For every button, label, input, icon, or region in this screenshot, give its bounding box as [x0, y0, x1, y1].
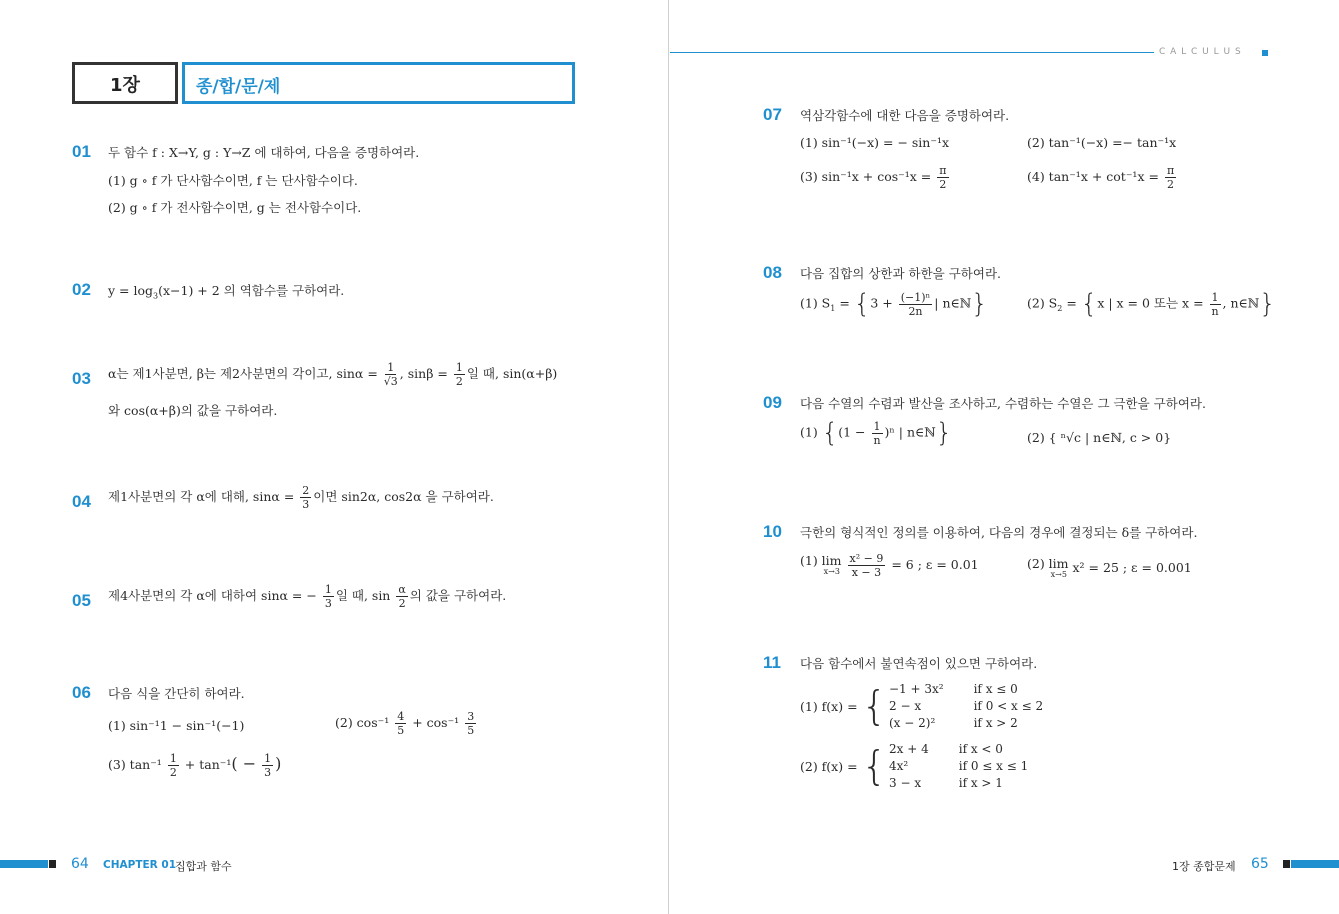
- problem-10-sub-1: [800, 553, 979, 578]
- problem-06-sub-2: [335, 711, 478, 736]
- problem-04-t1: 제1사분면의 각 α에 대해, sinα =: [108, 489, 295, 504]
- problem-02-post: (x−1) + 2 의 역함수를 구하여라.: [158, 283, 345, 298]
- piece-expr: −1 + 3x²: [889, 682, 944, 696]
- problem-number-06: 06: [72, 683, 91, 702]
- problem-07-sub-2: (2) tan⁻¹(−x) =− tan⁻¹x: [1027, 135, 1177, 150]
- chapter-title-box: [72, 62, 575, 104]
- piece-expr: 2x + 4: [889, 742, 929, 756]
- piece-expr: 2 − x: [889, 699, 922, 713]
- frac-denominator: 5: [467, 724, 475, 737]
- footer-left-title: 집합과 함수: [175, 860, 232, 873]
- problem-10-s1-post: = 6 ; ε = 0.01: [887, 557, 979, 572]
- piece-cond: if x ≤ 0: [973, 682, 1018, 696]
- frac-numerator: 2: [302, 484, 310, 497]
- problem-03-t1: α는 제1사분면, β는 제2사분면의 각이고, sinα =: [108, 366, 378, 381]
- problem-08-s1-sub: 1: [830, 304, 836, 313]
- chapter-label: 1장: [110, 75, 140, 96]
- problem-08-s2-frac: [1210, 292, 1221, 317]
- problem-08-text: 다음 집합의 상한과 하한을 구하여라.: [800, 266, 1001, 281]
- problem-07-text: 역삼각함수에 대한 다음을 증명하여라.: [800, 108, 1010, 123]
- frac-denominator: x − 3: [851, 566, 882, 579]
- problem-05-t2: 일 때, sin: [335, 588, 391, 603]
- footer-left-bar: [0, 860, 48, 868]
- problem-07-sub-4: [1027, 165, 1178, 190]
- footer-left-page-number: 64: [71, 856, 89, 872]
- problem-05-text: [108, 584, 506, 609]
- piece-expr: (x − 2)²: [889, 716, 936, 730]
- problem-11-text: 다음 함수에서 불연속점이 있으면 구하여라.: [800, 656, 1038, 671]
- problem-07-sub-1: (1) sin⁻¹(−x) = − sin⁻¹x: [800, 135, 950, 150]
- problem-08-s2-sub: 2: [1057, 304, 1063, 313]
- frac-denominator: √3: [383, 375, 398, 388]
- problem-06-text: 다음 식을 간단히 하여라.: [108, 686, 245, 701]
- problem-08-s2-b: , n∈ℕ: [1222, 295, 1260, 311]
- problem-number-07: 07: [763, 105, 782, 124]
- footer-right-bar: [1291, 860, 1339, 868]
- right-brace-icon: }: [971, 289, 988, 319]
- header-rule: [670, 52, 1154, 53]
- problem-08-s1-frac: [899, 292, 933, 317]
- piece-expr: 3 − x: [889, 776, 922, 790]
- problem-06-s3-lparen: ( −: [231, 754, 257, 773]
- problem-10-s2-pre: (2) lim: [1027, 556, 1069, 571]
- problem-10-s2-under: x→5: [1050, 569, 1067, 579]
- chapter-title: 종/합/문/제: [196, 77, 281, 97]
- problem-09-s1-pre: (1): [800, 424, 818, 440]
- problem-number-04: 04: [72, 492, 91, 511]
- problem-08-s2-eq: =: [1062, 295, 1081, 311]
- footer-left-square: [49, 860, 56, 868]
- problem-03-frac-1: [384, 362, 398, 387]
- frac-denominator: 2n: [908, 304, 923, 318]
- frac-denominator: 2: [398, 597, 406, 610]
- left-brace-icon: {: [853, 289, 871, 319]
- problem-07-sub-3: [800, 165, 951, 190]
- problem-09-s1-a: (1 −: [838, 424, 866, 440]
- frac-numerator: x² − 9: [849, 552, 884, 565]
- problem-08-s1-b: | n∈ℕ: [934, 295, 972, 311]
- frac-numerator: 1: [324, 583, 332, 596]
- piecewise-row: [889, 759, 1056, 774]
- problem-01-text: 두 함수 f : X→Y, g : Y→Z 에 대하여, 다음을 증명하여라.: [108, 145, 420, 160]
- frac-numerator: 1: [455, 361, 463, 374]
- problem-number-05: 05: [72, 591, 91, 610]
- problem-04-t2: 이면 sin2α, cos2α 을 구하여라.: [313, 489, 494, 504]
- problem-06-s3-frac-1: [168, 753, 179, 778]
- frac-denominator: 5: [397, 724, 405, 737]
- frac-numerator: 1: [169, 752, 177, 765]
- piecewise-row: [889, 682, 1071, 697]
- right-brace-icon: }: [1259, 289, 1276, 319]
- problem-07-s4-frac: [1165, 165, 1176, 190]
- left-brace-icon: {: [861, 743, 887, 790]
- piecewise-row: [889, 776, 1056, 791]
- problem-10-s1-frac: [848, 553, 886, 578]
- problem-06-s3-rparen: ): [275, 754, 282, 773]
- problem-10-text: 극한의 형식적인 정의를 이용하여, 다음의 경우에 결정되는 δ를 구하여라.: [800, 525, 1198, 540]
- problem-number-11: 11: [763, 653, 781, 672]
- problem-05-t3: 의 값을 구하여라.: [409, 588, 507, 603]
- problem-number-08: 08: [763, 263, 782, 282]
- limit-block: [1027, 558, 1069, 579]
- frac-denominator: 3: [264, 766, 272, 779]
- problem-06-s3-mid: + tan⁻¹: [180, 757, 232, 772]
- problem-06-s2-mid: + cos⁻¹: [408, 715, 460, 730]
- frac-numerator: 1: [387, 361, 395, 374]
- problem-11-s1-pre: (1) f(x) =: [800, 699, 858, 714]
- problem-08-s1-eq: =: [835, 295, 854, 311]
- frac-numerator: 1: [873, 419, 881, 433]
- problem-10-sub-2: [1027, 558, 1192, 579]
- problem-number-09: 09: [763, 393, 782, 412]
- frac-denominator: n: [1211, 304, 1219, 318]
- problem-05-frac-2: [396, 584, 407, 609]
- frac-numerator: 4: [397, 710, 405, 723]
- left-brace-icon: {: [821, 418, 839, 448]
- footer-left-chapter: CHAPTER 01: [103, 859, 177, 871]
- frac-denominator: n: [873, 433, 881, 447]
- frac-numerator: (−1)ⁿ: [900, 290, 931, 304]
- frac-denominator: 3: [302, 498, 310, 511]
- frac-denominator: 2: [169, 766, 177, 779]
- problem-10-s1-under: x→3: [823, 566, 840, 576]
- piecewise-table-2: [887, 740, 1058, 793]
- problem-number-02: 02: [72, 280, 91, 299]
- problem-number-03: 03: [72, 369, 91, 388]
- left-brace-icon: {: [861, 683, 887, 730]
- piece-cond: if x < 0: [958, 742, 1003, 756]
- problem-01-sub-1: (1) g ∘ f 가 단사함수이면, f 는 단사함수이다.: [108, 173, 358, 188]
- problem-11-s2-pre: (2) f(x) =: [800, 759, 858, 774]
- problem-03-t2: , sinβ =: [399, 366, 448, 381]
- problem-05-frac-1: [323, 584, 334, 609]
- problem-02-pre: y = log: [108, 283, 154, 298]
- problem-08-s1-pre: (1) S: [800, 295, 831, 311]
- problem-09-s1-b: )ⁿ | n∈ℕ: [884, 424, 936, 440]
- problem-03-t3: 일 때, sin(α+β): [466, 366, 558, 381]
- problem-03-line-2: 와 cos(α+β)의 값을 구하여라.: [108, 403, 278, 418]
- frac-denominator: 3: [324, 597, 332, 610]
- frac-numerator: π: [1166, 164, 1175, 177]
- frac-numerator: 3: [467, 710, 475, 723]
- problem-06-sub-3: [108, 753, 281, 778]
- problem-number-01: 01: [72, 142, 91, 161]
- piecewise-row: [889, 716, 1071, 731]
- frac-numerator: α: [398, 583, 406, 596]
- problem-09-sub-1: [800, 420, 952, 446]
- problem-02-base: 3: [153, 291, 159, 301]
- problem-08-s1-a: 3 +: [870, 295, 893, 311]
- frac-numerator: 1: [264, 752, 272, 765]
- frac-denominator: 2: [455, 375, 463, 388]
- piecewise-row: [889, 742, 1056, 757]
- problem-07-s3-pre: (3) sin⁻¹x + cos⁻¹x =: [800, 169, 932, 184]
- problem-10-s2-post: x² = 25 ; ε = 0.001: [1068, 559, 1192, 575]
- problem-09-sub-2: (2) { ⁿ√c | n∈ℕ, c > 0}: [1027, 430, 1172, 445]
- problem-05-t1: 제4사분면의 각 α에 대하여 sinα = −: [108, 588, 317, 603]
- problem-08-s2-pre: (2) S: [1027, 295, 1058, 311]
- problem-11-sub-1: [800, 680, 1073, 733]
- problem-06-sub-1: (1) sin⁻¹1 − sin⁻¹(−1): [108, 718, 245, 733]
- header-calculus: C A L C U L U S: [1159, 47, 1242, 57]
- problem-08-sub-2: [1027, 291, 1276, 317]
- piece-cond: if x > 1: [958, 776, 1003, 790]
- problem-10-s1-pre: (1) lim: [800, 553, 842, 569]
- problem-06-s3-pre: (3) tan⁻¹: [108, 757, 162, 772]
- problem-06-s2-frac-1: [395, 711, 406, 736]
- problem-04-text: [108, 485, 494, 510]
- footer-right-page-number: 65: [1251, 856, 1269, 872]
- problem-06-s2-pre: (2) cos⁻¹: [335, 715, 390, 730]
- frac-numerator: 1: [1211, 290, 1219, 304]
- left-brace-icon: {: [1080, 289, 1098, 319]
- limit-block: [800, 555, 842, 576]
- problem-number-10: 10: [763, 522, 782, 541]
- piecewise-row: [889, 699, 1071, 714]
- frac-numerator: π: [939, 164, 947, 177]
- piece-cond: if 0 < x ≤ 2: [973, 699, 1044, 713]
- problem-09-s1-frac: [872, 421, 883, 446]
- problem-09-text: 다음 수열의 수렴과 발산을 조사하고, 수렴하는 수열은 그 극한을 구하여라.: [800, 396, 1206, 411]
- right-brace-icon: }: [935, 418, 953, 448]
- problem-08-sub-1: [800, 291, 988, 317]
- problem-02-text: [108, 281, 344, 301]
- problem-07-s4-pre: (4) tan⁻¹x + cot⁻¹x =: [1027, 169, 1159, 184]
- problem-11-sub-2: [800, 740, 1058, 793]
- piece-cond: if x > 2: [973, 716, 1018, 730]
- frac-denominator: 2: [939, 178, 947, 191]
- piecewise-table-1: [887, 680, 1073, 733]
- piece-cond: if 0 ≤ x ≤ 1: [958, 759, 1029, 773]
- footer-right-square: [1283, 860, 1290, 868]
- problem-07-s3-frac: [937, 165, 948, 190]
- frac-denominator: 2: [1167, 178, 1175, 191]
- problem-06-s3-frac-2: [262, 753, 273, 778]
- footer-right-title: 1장 종합문제: [1172, 860, 1236, 873]
- problem-08-s2-a: x | x = 0 또는 x =: [1097, 295, 1204, 311]
- problem-01-sub-2: (2) g ∘ f 가 전사함수이면, g 는 전사함수이다.: [108, 200, 362, 215]
- problem-03-line-1: [108, 362, 557, 387]
- problem-04-frac: [300, 485, 311, 510]
- problem-06-s2-frac-2: [465, 711, 476, 736]
- header-square: [1262, 50, 1268, 56]
- page-spine: [668, 0, 669, 914]
- piece-expr: 4x²: [889, 759, 909, 773]
- problem-03-frac-2: [454, 362, 465, 387]
